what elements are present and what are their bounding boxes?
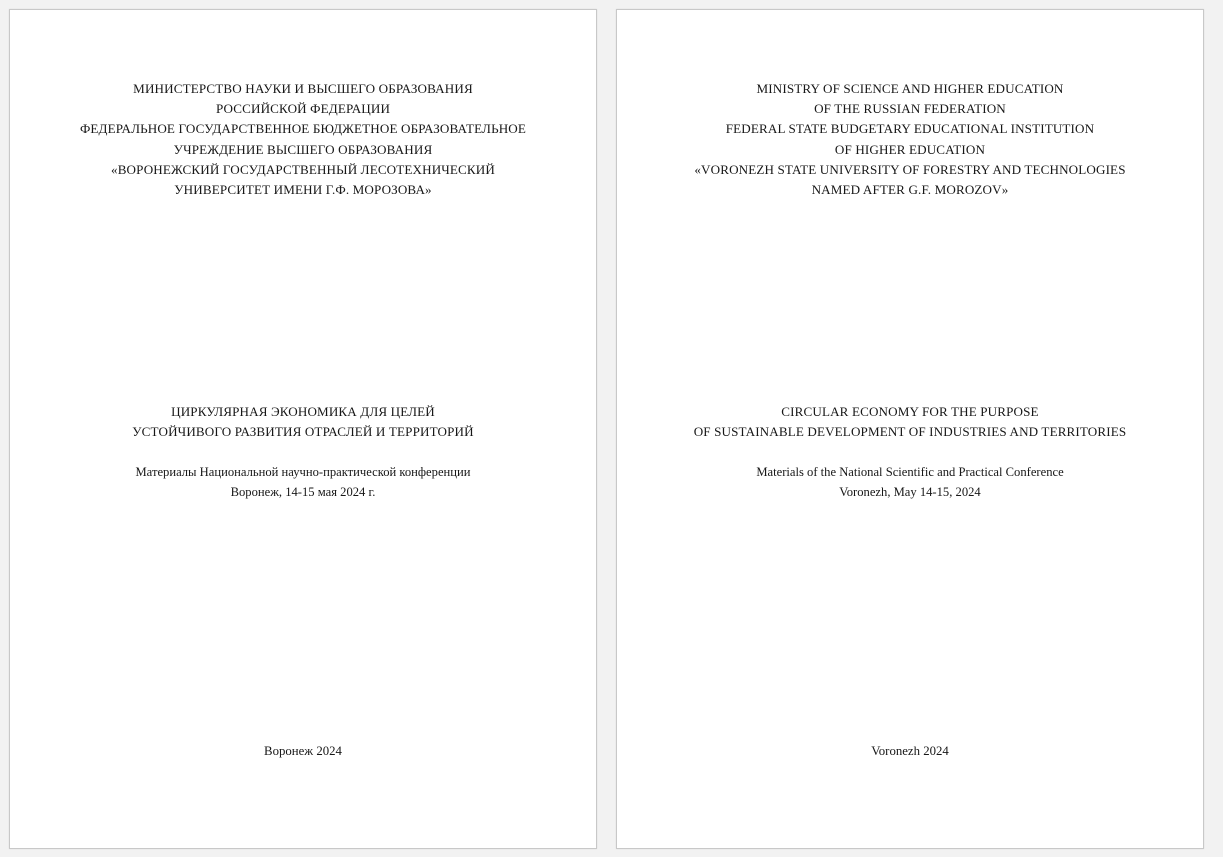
publication-subtitle-line: Voronezh, May 14-15, 2024 <box>839 485 981 500</box>
publication-title-russian <box>66 402 540 442</box>
publication-title-line: УСТОЙЧИВОГО РАЗВИТИЯ ОТРАСЛЕЙ И ТЕРРИТОРИЙ <box>132 424 474 440</box>
publication-subtitle-line: Materials of the National Scientific and Practical Conference <box>756 465 1064 479</box>
publication-title-line: CIRCULAR ECONOMY FOR THE PURPOSE <box>781 404 1039 419</box>
imprint-english: Voronezh 2024 <box>871 744 949 758</box>
institution-header-line: OF HIGHER EDUCATION <box>834 141 986 157</box>
page-content-english <box>617 10 1203 848</box>
publication-title-line: ЦИРКУЛЯРНАЯ ЭКОНОМИКА ДЛЯ ЦЕЛЕЙ <box>171 404 435 419</box>
document-page-russian <box>9 9 597 849</box>
publication-subtitle-english <box>673 462 1147 502</box>
institution-header-english <box>673 79 1147 200</box>
document-page-english <box>616 9 1204 849</box>
institution-header-line: «ВОРОНЕЖСКИЙ ГОСУДАРСТВЕННЫЙ ЛЕСОТЕХНИЧЕСКИЙ <box>111 161 495 177</box>
publication-subtitle-line: Воронеж, 14-15 мая 2024 г. <box>230 485 376 500</box>
institution-header-line: УНИВЕРСИТЕТ ИМЕНИ Г.Ф. МОРОЗОВА» <box>174 182 432 198</box>
institution-header-line: «VORONEZH STATE UNIVERSITY OF FORESTRY AND TECHNOLOGIES <box>694 161 1126 177</box>
publication-subtitle-russian <box>66 462 540 502</box>
institution-header-line: МИНИСТЕРСТВО НАУКИ И ВЫСШЕГО ОБРАЗОВАНИЯ <box>133 81 473 96</box>
page-content-russian <box>10 10 596 848</box>
institution-header-line: NAMED AFTER G.F. MOROZOV» <box>811 182 1009 198</box>
imprint-russian: Воронеж 2024 <box>264 744 342 758</box>
institution-header-russian <box>66 79 540 200</box>
publication-title-english <box>673 402 1147 442</box>
publication-subtitle-line: Материалы Национальной научно-практической конференции <box>135 465 471 479</box>
institution-header-line: РОССИЙСКОЙ ФЕДЕРАЦИИ <box>215 101 391 117</box>
institution-header-line: ФЕДЕРАЛЬНОЕ ГОСУДАРСТВЕННОЕ БЮДЖЕТНОЕ ОБРАЗОВАТЕЛЬНОЕ <box>79 121 527 137</box>
institution-header-line: FEDERAL STATE BUDGETARY EDUCATIONAL INSTITUTION <box>725 121 1095 137</box>
publication-title-line: OF SUSTAINABLE DEVELOPMENT OF INDUSTRIES AND TERRITORIES <box>693 424 1127 440</box>
institution-header-line: MINISTRY OF SCIENCE AND HIGHER EDUCATION <box>756 81 1064 96</box>
institution-header-line: OF THE RUSSIAN FEDERATION <box>814 101 1006 117</box>
institution-header-line: УЧРЕЖДЕНИЕ ВЫСШЕГО ОБРАЗОВАНИЯ <box>173 141 433 157</box>
